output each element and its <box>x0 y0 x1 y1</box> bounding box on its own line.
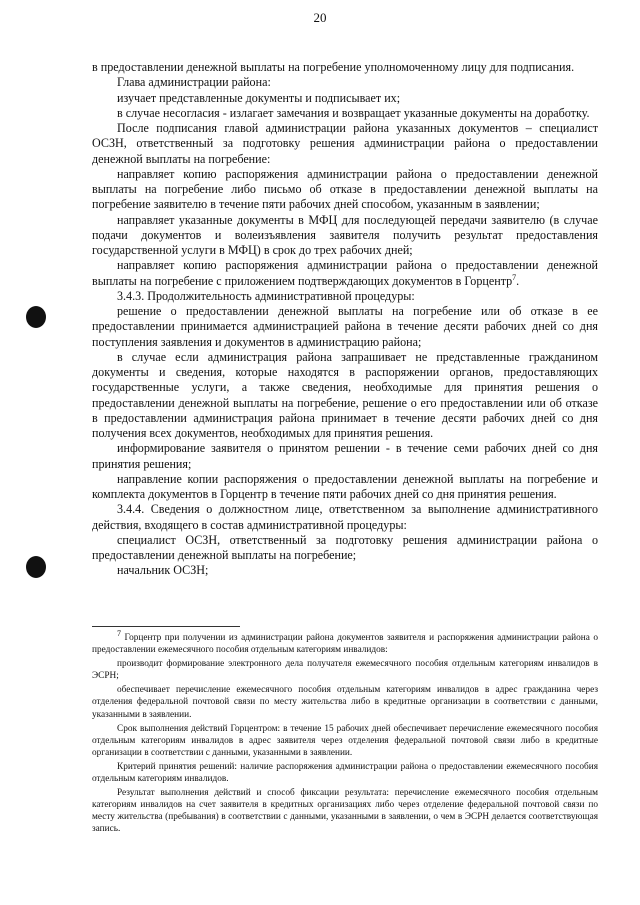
footnote-text: Горцентр при получении из администрации района документов заявителя и распоряжения администрации района о предоставлении ежемесячного пособия отдельным категориям инвалидов: <box>92 633 598 656</box>
paragraph: в случае несогласия - излагает замечания и возвращает указанные документы на доработку. <box>117 105 590 120</box>
footnote-reference: 7 <box>512 272 517 282</box>
footnote-paragraph: Срок выполнения действий Горцентром: в течение 15 рабочих дней обеспечивает перечисление ежемесячного пособия отдельным категориям инвалидов в адрес заявителя через отделения федеральной почтовой связи либо в кредитные организации в соответствии с данными, указанными в заявлении. <box>92 723 598 758</box>
paragraph: направляет копию распоряжения администрации района о предоставлении денежной выплаты на погребение либо письмо об отказе в предоставлении денежной выплаты на погребение заявителю в течение пяти рабочих дней способом, указанным в заявлении; <box>92 166 598 212</box>
paragraph: направление копии распоряжения о предоставлении денежной выплаты на погребение и комплекта документов в Горцентр в течение пяти рабочих дней со дня принятия решения. <box>92 471 598 501</box>
paragraph: направляет указанные документы в МФЦ для последующей передачи заявителю (в случае подачи документов и волеизъявления заявителя получить результат предоставления государственной услуги в МФЦ) в срок до трех рабочих дней; <box>92 212 598 257</box>
punch-hole-top <box>26 306 46 328</box>
footnote-marker: 7 <box>117 628 121 638</box>
section-heading: 3.4.4. Сведения о должностном лице, ответственном за выполнение административного действия, входящего в состав административной процедуры: <box>92 502 598 532</box>
paragraph: информирование заявителя о принятом решении - в течение семи рабочих дней со дня принятия решения; <box>92 441 598 471</box>
footnote-paragraph <box>92 628 598 656</box>
paragraph: направляет копию распоряжения администрации района о предоставлении денежной выплаты на погребение с приложением подтверждающих документов в Горцентр$^7$. <box>92 258 598 288</box>
paragraph: После подписания главой администрации района указанных документов – специалист ОСЗН, ответственный за подготовку решения администрации района о предоставлении денежной выплаты на погребение: <box>92 121 598 166</box>
paragraph-text: направляет копию распоряжения администрации района о предоставлении денежной выплаты на погребение с приложением подтверждающих документов в Горцентр <box>92 258 598 288</box>
paragraph: в случае если администрация района запрашивает не представленные гражданином документы и сведения, которые находятся в распоряжении органов, предоставляющих государственные услуги, а также сведения, необходимые для принятия решения о предоставлении денежной выплаты на погребение, решение о его предоставлении или об отказе в предоставлении администрация района принимает в течение десяти рабочих дней со дня получения всех документов, необходимых для принятия решения. <box>92 349 598 440</box>
footnote-paragraph: производит формирование электронного дела получателя ежемесячного пособия отдельным категориям инвалидов в ЭСРН; <box>92 659 598 682</box>
footnote-paragraph: Результат выполнения действий и способ фиксации результата: перечисление ежемесячного пособия отдельным категориям инвалидов на счет заявителя в кредитных организациях либо через отделение федеральной почтовой связи по месту жительства (пребывания) в соответствии с данными, указанными в заявлении, о чем в ЭСРН делается соответствующая запись. <box>92 788 598 835</box>
paragraph: решение о предоставлении денежной выплаты на погребение или об отказе в ее предоставлении принимается администрацией района в течение десяти рабочих дней со дня поступления заявления и документов в администрацию района; <box>92 304 598 349</box>
footnote-paragraph: обеспечивает перечисление ежемесячного пособия отдельным категориям инвалидов в адрес гражданина через отделения федеральной почтовой связи по месту жительства либо в кредитные организации в соответствии с данными, указанными в заявлении. <box>92 685 598 720</box>
main-text <box>92 60 598 579</box>
paragraph: специалист ОСЗН, ответственный за подготовку решения администрации района о предоставлении денежной выплаты на погребение; <box>92 532 598 562</box>
page-number: 20 <box>313 10 327 25</box>
paragraph: Глава администрации района: <box>117 75 271 90</box>
section-heading: 3.4.3. Продолжительность административной процедуры: <box>117 288 415 303</box>
footnote-divider <box>92 626 240 627</box>
footnote <box>92 628 598 838</box>
punch-hole-bottom <box>26 556 46 578</box>
paragraph: изучает представленные документы и подписывает их; <box>117 90 401 105</box>
paragraph: в предоставлении денежной выплаты на погребение уполномоченному лицу для подписания. <box>92 60 575 74</box>
footnote-paragraph: Критерий принятия решений: наличие распоряжения администрации района о предоставлении ежемесячного пособия отдельным категориям инвалидов. <box>92 761 598 785</box>
paragraph: начальник ОСЗН; <box>117 563 209 578</box>
